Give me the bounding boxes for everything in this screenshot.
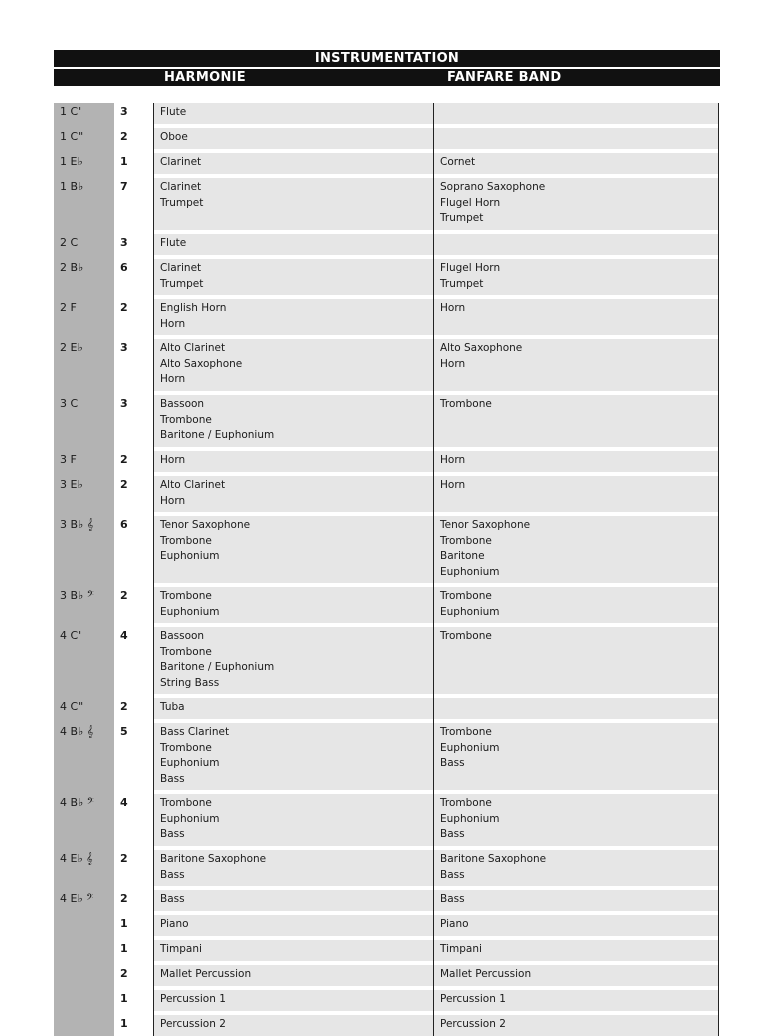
fanfare-instruments bbox=[440, 892, 465, 908]
fanfare-instruments bbox=[440, 341, 522, 372]
fanfare-instruments bbox=[440, 589, 500, 620]
part-key: 3 B♭ 𝄞 bbox=[60, 518, 94, 531]
instrument-name: Clarinet bbox=[160, 181, 202, 193]
instrument-name: Euphonium bbox=[440, 812, 500, 825]
part-key: 1 C' bbox=[60, 105, 82, 118]
part-count: 6 bbox=[120, 261, 128, 274]
instrument-name: Trombone bbox=[160, 590, 212, 602]
instrument-name: Flugel Horn bbox=[440, 196, 501, 209]
instrument-name: Soprano Saxophone bbox=[440, 181, 546, 193]
instrument-name: Trombone bbox=[160, 645, 212, 658]
fanfare-instruments bbox=[440, 967, 531, 983]
instrument-name: Trombone bbox=[440, 398, 492, 410]
fanfare-instruments bbox=[440, 155, 475, 171]
fanfare-instruments bbox=[440, 796, 500, 843]
harmonie-instruments bbox=[160, 796, 220, 843]
instrument-name: Flute bbox=[160, 106, 187, 118]
row-shading bbox=[154, 915, 719, 936]
part-key: 2 E♭ bbox=[60, 341, 83, 354]
instrument-name: Horn bbox=[440, 357, 466, 370]
part-count: 2 bbox=[120, 892, 128, 905]
part-key: 4 E♭ 𝄢 bbox=[60, 892, 94, 905]
part-count: 2 bbox=[120, 967, 128, 980]
harmonie-instruments bbox=[160, 1017, 226, 1033]
part-count: 5 bbox=[120, 725, 128, 738]
part-count: 7 bbox=[120, 180, 128, 193]
instrument-name: Horn bbox=[160, 373, 186, 385]
instrument-name: Trombone bbox=[160, 413, 212, 426]
row-shading bbox=[154, 1015, 719, 1036]
instrument-name: Baritone Saxophone bbox=[440, 853, 547, 865]
instrument-name: Flute bbox=[160, 237, 187, 249]
harmonie-instruments bbox=[160, 700, 185, 716]
row-shading bbox=[154, 723, 719, 790]
instrument-name: Trombone bbox=[160, 534, 212, 547]
fanfare-instruments bbox=[440, 453, 465, 469]
fanfare-instruments bbox=[440, 992, 506, 1008]
row-shading bbox=[154, 698, 719, 719]
part-count: 4 bbox=[120, 629, 128, 642]
harmonie-instruments bbox=[160, 917, 189, 933]
row-shading bbox=[154, 794, 719, 846]
instrument-name: Baritone / Euphonium bbox=[160, 429, 275, 441]
part-count: 1 bbox=[120, 992, 128, 1005]
part-key: 4 B♭ 𝄞 bbox=[60, 725, 94, 738]
instrument-name: Trombone bbox=[440, 630, 492, 642]
row-shading bbox=[154, 153, 719, 174]
fanfare-instruments bbox=[440, 478, 465, 494]
instrument-name: Percussion 2 bbox=[440, 1018, 506, 1030]
instrument-name: Trumpet bbox=[160, 277, 204, 290]
harmonie-instruments bbox=[160, 261, 203, 292]
part-key: 2 B♭ bbox=[60, 261, 84, 274]
instrument-name: Clarinet bbox=[160, 156, 202, 168]
part-key: 1 B♭ bbox=[60, 180, 84, 193]
row-shading bbox=[154, 451, 719, 472]
harmonie-instruments bbox=[160, 852, 266, 883]
instrument-name: Euphonium bbox=[160, 812, 220, 825]
row-shading bbox=[154, 234, 719, 255]
part-key: 2 C bbox=[60, 236, 79, 249]
harmonie-instruments bbox=[160, 478, 225, 509]
instrument-name: Trumpet bbox=[440, 277, 484, 290]
instrument-name: Mallet Percussion bbox=[160, 968, 252, 980]
instrument-name: Bass bbox=[440, 757, 465, 769]
instrument-name: Euphonium bbox=[440, 565, 500, 578]
instrument-name: Trombone bbox=[440, 534, 492, 547]
instrument-name: Bass bbox=[160, 772, 185, 785]
instrument-name: Baritone Saxophone bbox=[160, 853, 267, 865]
instrument-name: Alto Saxophone bbox=[440, 342, 523, 354]
harmonie-instruments bbox=[160, 942, 202, 958]
instrument-name: Timpani bbox=[440, 943, 482, 955]
row-shading bbox=[154, 299, 719, 335]
instrument-name: Bass bbox=[440, 868, 465, 881]
instrument-name: Baritone bbox=[440, 550, 485, 562]
instrument-name: Mallet Percussion bbox=[440, 968, 532, 980]
instrument-name: Bass bbox=[160, 893, 185, 905]
harmonie-instruments bbox=[160, 105, 186, 121]
row-shading bbox=[154, 128, 719, 149]
harmonie-instruments bbox=[160, 518, 250, 565]
instrument-name: Bassoon bbox=[160, 398, 205, 410]
part-count: 2 bbox=[120, 453, 128, 466]
fanfare-instruments bbox=[440, 397, 492, 413]
row-shading bbox=[154, 940, 719, 961]
fanfare-instruments bbox=[440, 725, 500, 772]
instrument-name: Timpani bbox=[160, 943, 202, 955]
part-count: 3 bbox=[120, 236, 128, 249]
instrument-name: Alto Saxophone bbox=[160, 357, 243, 370]
harmonie-instruments bbox=[160, 301, 226, 332]
instrument-name: Horn bbox=[160, 317, 186, 330]
instrument-name: Bass bbox=[440, 893, 465, 905]
fanfare-instruments bbox=[440, 1017, 506, 1033]
instrument-name: Piano bbox=[440, 918, 469, 930]
harmonie-instruments bbox=[160, 992, 226, 1008]
row-shading bbox=[154, 587, 719, 623]
part-key: 3 B♭ 𝄢 bbox=[60, 589, 94, 602]
instrument-name: Trombone bbox=[160, 797, 212, 809]
part-count: 2 bbox=[120, 700, 128, 713]
instrument-name: Trombone bbox=[440, 726, 492, 738]
instrument-name: Euphonium bbox=[160, 550, 220, 562]
instrument-name: Horn bbox=[440, 302, 466, 314]
fanfare-instruments bbox=[440, 518, 530, 580]
part-key: 3 E♭ bbox=[60, 478, 83, 491]
instrument-name: Percussion 1 bbox=[440, 993, 506, 1005]
instrument-name: Bassoon bbox=[160, 630, 205, 642]
part-count: 4 bbox=[120, 796, 128, 809]
column-divider bbox=[153, 103, 154, 1036]
part-count: 2 bbox=[120, 589, 128, 602]
instrument-name: Tuba bbox=[160, 701, 185, 713]
row-shading bbox=[154, 259, 719, 295]
part-count: 1 bbox=[120, 917, 128, 930]
instrument-name: Piano bbox=[160, 918, 189, 930]
instrument-name: Tenor Saxophone bbox=[160, 519, 251, 531]
part-count: 3 bbox=[120, 341, 128, 354]
harmonie-instruments bbox=[160, 180, 203, 211]
harmonie-instruments bbox=[160, 725, 229, 787]
instrument-name: Euphonium bbox=[160, 757, 220, 769]
part-count: 2 bbox=[120, 301, 128, 314]
part-key: 4 C' bbox=[60, 629, 82, 642]
part-key: 4 C" bbox=[60, 700, 84, 713]
instrument-name: Alto Clarinet bbox=[160, 342, 226, 354]
instrument-name: Oboe bbox=[160, 131, 188, 143]
harmonie-instruments bbox=[160, 453, 185, 469]
instrument-name: Horn bbox=[440, 454, 466, 466]
instrument-name: Bass Clarinet bbox=[160, 726, 230, 738]
instrument-name: Flugel Horn bbox=[440, 262, 501, 274]
part-count: 2 bbox=[120, 852, 128, 865]
instrument-name: String Bass bbox=[160, 676, 220, 689]
part-count: 3 bbox=[120, 397, 128, 410]
instrument-name: Baritone / Euphonium bbox=[160, 661, 275, 673]
row-shading bbox=[154, 103, 719, 124]
row-shading bbox=[154, 476, 719, 512]
fanfare-instruments bbox=[440, 301, 465, 317]
part-key: 3 C bbox=[60, 397, 79, 410]
instrument-name: Bass bbox=[160, 828, 185, 840]
instrument-name: Trumpet bbox=[440, 212, 484, 224]
row-shading bbox=[154, 178, 719, 230]
part-key: 2 F bbox=[60, 301, 77, 314]
harmonie-instruments bbox=[160, 397, 274, 444]
part-count: 1 bbox=[120, 155, 128, 168]
row-shading bbox=[154, 890, 719, 911]
instrument-name: Horn bbox=[160, 454, 186, 466]
harmonie-instruments bbox=[160, 892, 185, 908]
part-count: 1 bbox=[120, 1017, 128, 1030]
part-key: 4 B♭ 𝄢 bbox=[60, 796, 94, 809]
instrument-name: Trombone bbox=[440, 797, 492, 809]
instrument-name: Horn bbox=[160, 494, 186, 507]
harmonie-instruments bbox=[160, 967, 251, 983]
part-key: 4 E♭ 𝄞 bbox=[60, 852, 93, 865]
column-header-fanfare: FANFARE BAND bbox=[447, 70, 562, 85]
fanfare-instruments bbox=[440, 261, 500, 292]
harmonie-instruments bbox=[160, 341, 242, 388]
fanfare-instruments bbox=[440, 917, 469, 933]
instrument-name: Bass bbox=[160, 868, 185, 881]
instrument-name: Clarinet bbox=[160, 262, 202, 274]
page-title bbox=[54, 50, 720, 67]
instrument-name: Horn bbox=[440, 479, 466, 491]
part-count: 6 bbox=[120, 518, 128, 531]
harmonie-instruments bbox=[160, 130, 188, 146]
instrument-name: Euphonium bbox=[440, 741, 500, 754]
instrument-name: Percussion 1 bbox=[160, 993, 226, 1005]
fanfare-instruments bbox=[440, 942, 482, 958]
instrumentation-table bbox=[54, 103, 720, 1036]
fanfare-instruments bbox=[440, 852, 546, 883]
part-count: 3 bbox=[120, 105, 128, 118]
part-count: 2 bbox=[120, 130, 128, 143]
part-key: 1 C" bbox=[60, 130, 84, 143]
instrumentation-page bbox=[54, 50, 720, 1036]
page-title-text: INSTRUMENTATION bbox=[314, 51, 460, 66]
instrument-name: Euphonium bbox=[440, 605, 500, 618]
harmonie-instruments bbox=[160, 629, 274, 691]
part-key: 3 F bbox=[60, 453, 77, 466]
harmonie-instruments bbox=[160, 155, 201, 171]
harmonie-instruments bbox=[160, 589, 220, 620]
instrument-name: Percussion 2 bbox=[160, 1018, 226, 1030]
instrument-name: Alto Clarinet bbox=[160, 479, 226, 491]
column-header-bar bbox=[54, 69, 720, 86]
row-shading bbox=[154, 990, 719, 1011]
fanfare-instruments bbox=[440, 629, 492, 645]
instrument-name: Bass bbox=[440, 828, 465, 840]
instrument-name: English Horn bbox=[160, 302, 227, 314]
part-key: 1 E♭ bbox=[60, 155, 83, 168]
instrument-name: Trumpet bbox=[160, 196, 204, 209]
harmonie-instruments bbox=[160, 236, 186, 252]
instrument-name: Trombone bbox=[160, 741, 212, 754]
instrument-name: Trombone bbox=[440, 590, 492, 602]
column-header-harmonie: HARMONIE bbox=[164, 70, 246, 85]
column-divider bbox=[433, 103, 434, 1036]
instrument-name: Cornet bbox=[440, 156, 476, 168]
column-divider bbox=[718, 103, 719, 1036]
instrument-name: Euphonium bbox=[160, 605, 220, 618]
part-count: 2 bbox=[120, 478, 128, 491]
fanfare-instruments bbox=[440, 180, 545, 227]
part-count: 1 bbox=[120, 942, 128, 955]
instrument-name: Tenor Saxophone bbox=[440, 519, 531, 531]
